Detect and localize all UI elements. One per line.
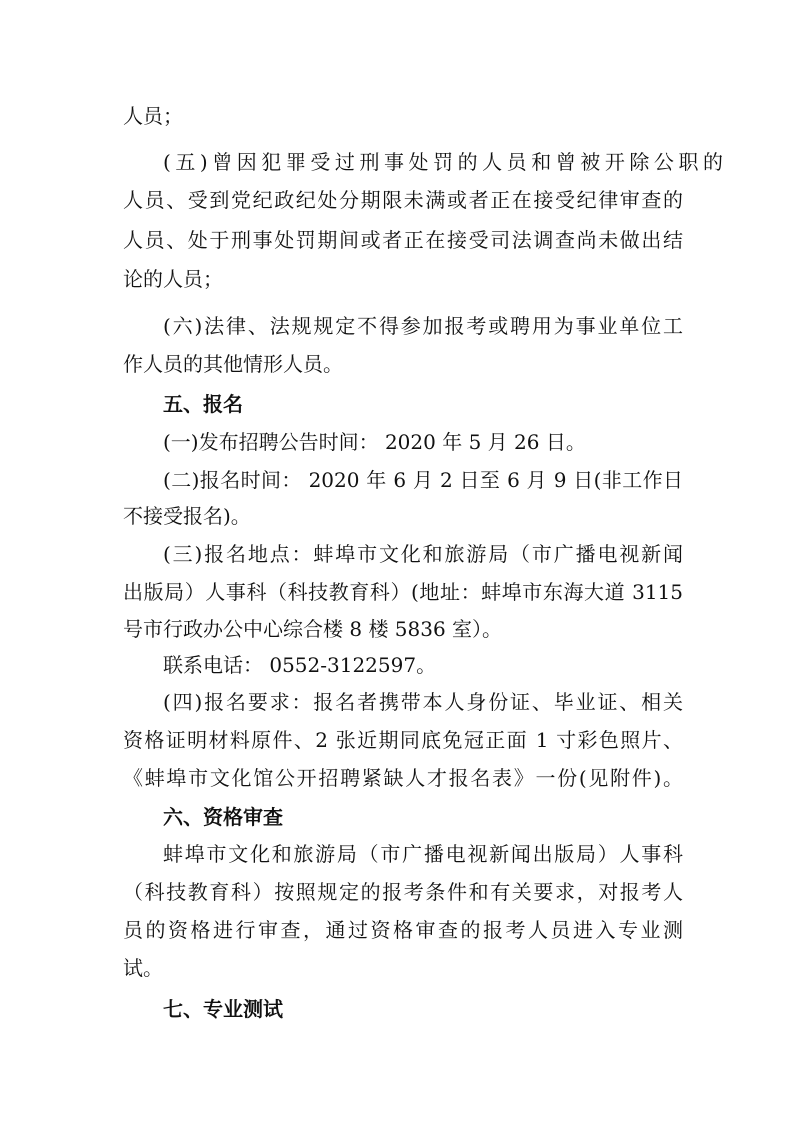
section-heading: 七、专业测试 (163, 997, 283, 1021)
text-line: 论的人员； (123, 267, 223, 291)
text-line: 员的资格进行审查，通过资格审查的报考人员进入专业测 (123, 918, 683, 942)
text-line: 人员、受到党纪政纪处分期限未满或者正在接受纪律审查的 (123, 188, 683, 212)
section-heading: 五、报名 (163, 392, 243, 416)
text-line: 人员、处于刑事处罚期间或者正在接受司法调查尚未做出结 (123, 228, 683, 252)
text-line: (五)曾因犯罪受过刑事处罚的人员和曾被开除公职的 (163, 150, 723, 174)
section-heading: 六、资格审查 (163, 805, 283, 829)
text-line: (六)法律、法规规定不得参加报考或聘用为事业单位工 (163, 314, 683, 338)
text-line: 《蚌埠市文化馆公开招聘紧缺人才报名表》一份(见附件)。 (123, 766, 683, 790)
text-line: 人员； (123, 104, 183, 128)
text-line: 号市行政办公中心综合楼 8 楼 5836 室）。 (123, 617, 503, 641)
text-line: (四)报名要求：报名者携带本人身份证、毕业证、相关 (163, 690, 683, 714)
text-line: 作人员的其他情形人员。 (123, 352, 343, 376)
text-line: 出版局）人事科（科技教育科）(地址：蚌埠市东海大道 3115 (123, 580, 683, 604)
text-line: 不接受报名)。 (123, 504, 251, 528)
text-line: （科技教育科）按照规定的报考条件和有关要求，对报考人 (123, 880, 683, 904)
text-line: 蚌埠市文化和旅游局（市广播电视新闻出版局）人事科 (163, 842, 683, 866)
text-line: (一)发布招聘公告时间： 2020 年 5 月 26 日。 (163, 430, 586, 454)
text-line: 联系电话： 0552-3122597。 (163, 653, 437, 677)
text-line: (二)报名时间： 2020 年 6 月 2 日至 6 月 9 日(非工作日 (163, 468, 683, 492)
text-line: 试。 (123, 956, 163, 980)
text-line: (三)报名地点：蚌埠市文化和旅游局（市广播电视新闻 (163, 542, 683, 566)
text-line: 资格证明材料原件、2 张近期同底免冠正面 1 寸彩色照片、 (123, 728, 683, 752)
